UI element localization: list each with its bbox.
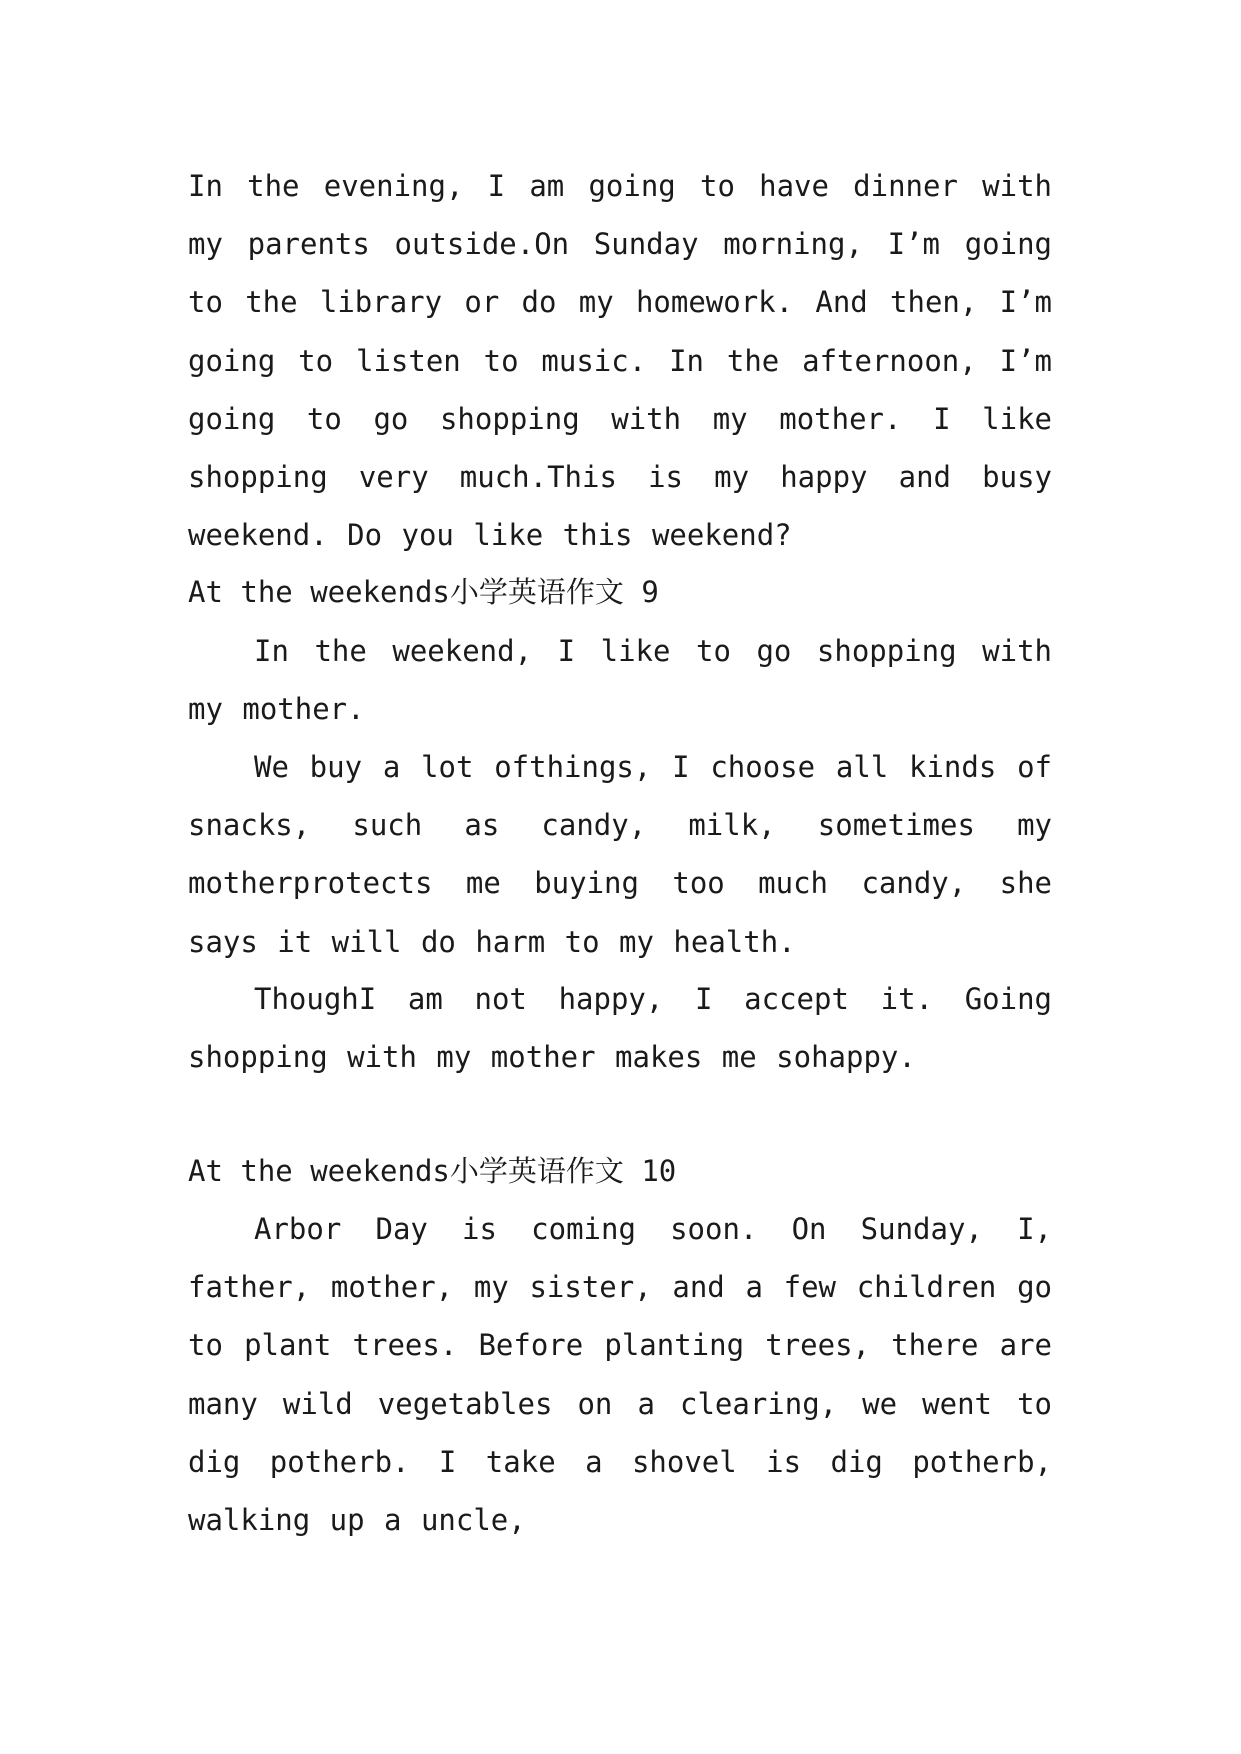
- section-9-paragraph-2: We buy a lot ofthings, I choose all kinds of snacks, such as candy, milk, sometimes my motherprotects me buying too much candy, she says it will do harm to my health.: [188, 750, 1052, 959]
- section-10-paragraph-1: Arbor Day is coming soon. On Sunday, I, father, mother, my sister, and a few children go to plant trees. Before planting trees, there are many wild vegetables on a clearing, we went to dig potherb. I take a shovel is dig potherb, walking up a uncle,: [188, 1212, 1052, 1538]
- section-9-paragraph-1: In the weekend, I like to go shopping with my mother.: [188, 634, 1052, 727]
- section-heading-10: At the weekends小学英语作文 10: [188, 1154, 677, 1188]
- section-9-paragraph-3: ThoughI am not happy, I accept it. Going shopping with my mother makes me sohappy.: [188, 982, 1052, 1075]
- intro-paragraph: In the evening, I am going to have dinner with my parents outside.On Sunday morning, I’m going to the library or do my homework. And then, I’m going to listen to music. In the afternoon, I’m going to go shopping with my mother. I like shopping very much.This is my happy and busy weekend. Do you like this weekend?: [188, 169, 1052, 553]
- section-heading-9: At the weekends小学英语作文 9: [188, 575, 659, 609]
